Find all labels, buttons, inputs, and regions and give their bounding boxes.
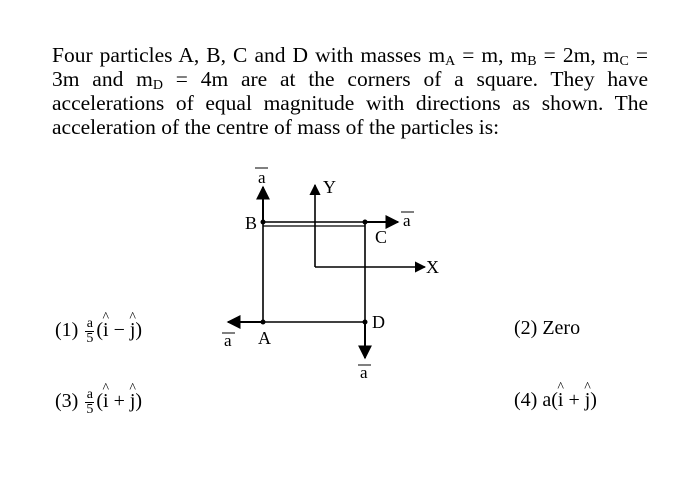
accel-label-d: a xyxy=(360,363,368,382)
label-c: C xyxy=(375,227,388,247)
point-a xyxy=(261,320,266,325)
fraction: $\frac{a}{5}$ xyxy=(86,316,94,346)
label-d: D xyxy=(372,312,385,332)
y-axis-label: Y xyxy=(323,177,336,197)
point-b xyxy=(261,220,266,225)
accel-label-b: a xyxy=(258,168,266,187)
label-a: A xyxy=(258,328,271,348)
accel-label-a: a xyxy=(224,331,232,350)
point-d xyxy=(363,320,368,325)
label-b: B xyxy=(245,213,258,233)
accel-label-c: a xyxy=(403,211,411,230)
question-text: Four particles A, B, C and D with masses $m_A = m$, $m_B = 2m$, $m_C = 3m$ and $m_D = 4m$ are at the corners of a square. They have accelerations of equal magnitude with directions as shown. The acceleration of the centre of mass of the particles is: xyxy=(52,43,648,139)
option-4[interactable]: (4) a(i ^ + j ^) xyxy=(514,390,597,410)
point-c xyxy=(363,220,368,225)
fraction: $\frac{a}{5}$ xyxy=(86,387,94,417)
x-axis-label: X xyxy=(426,257,439,277)
option-3[interactable]: (3) $\frac{a}{5}$ (i ^ + j ^) xyxy=(55,388,142,417)
option-2[interactable]: (2) Zero xyxy=(514,317,581,339)
option-1[interactable]: (1) $\frac{a}{5}$ (i ^ − j ^) xyxy=(55,317,142,346)
